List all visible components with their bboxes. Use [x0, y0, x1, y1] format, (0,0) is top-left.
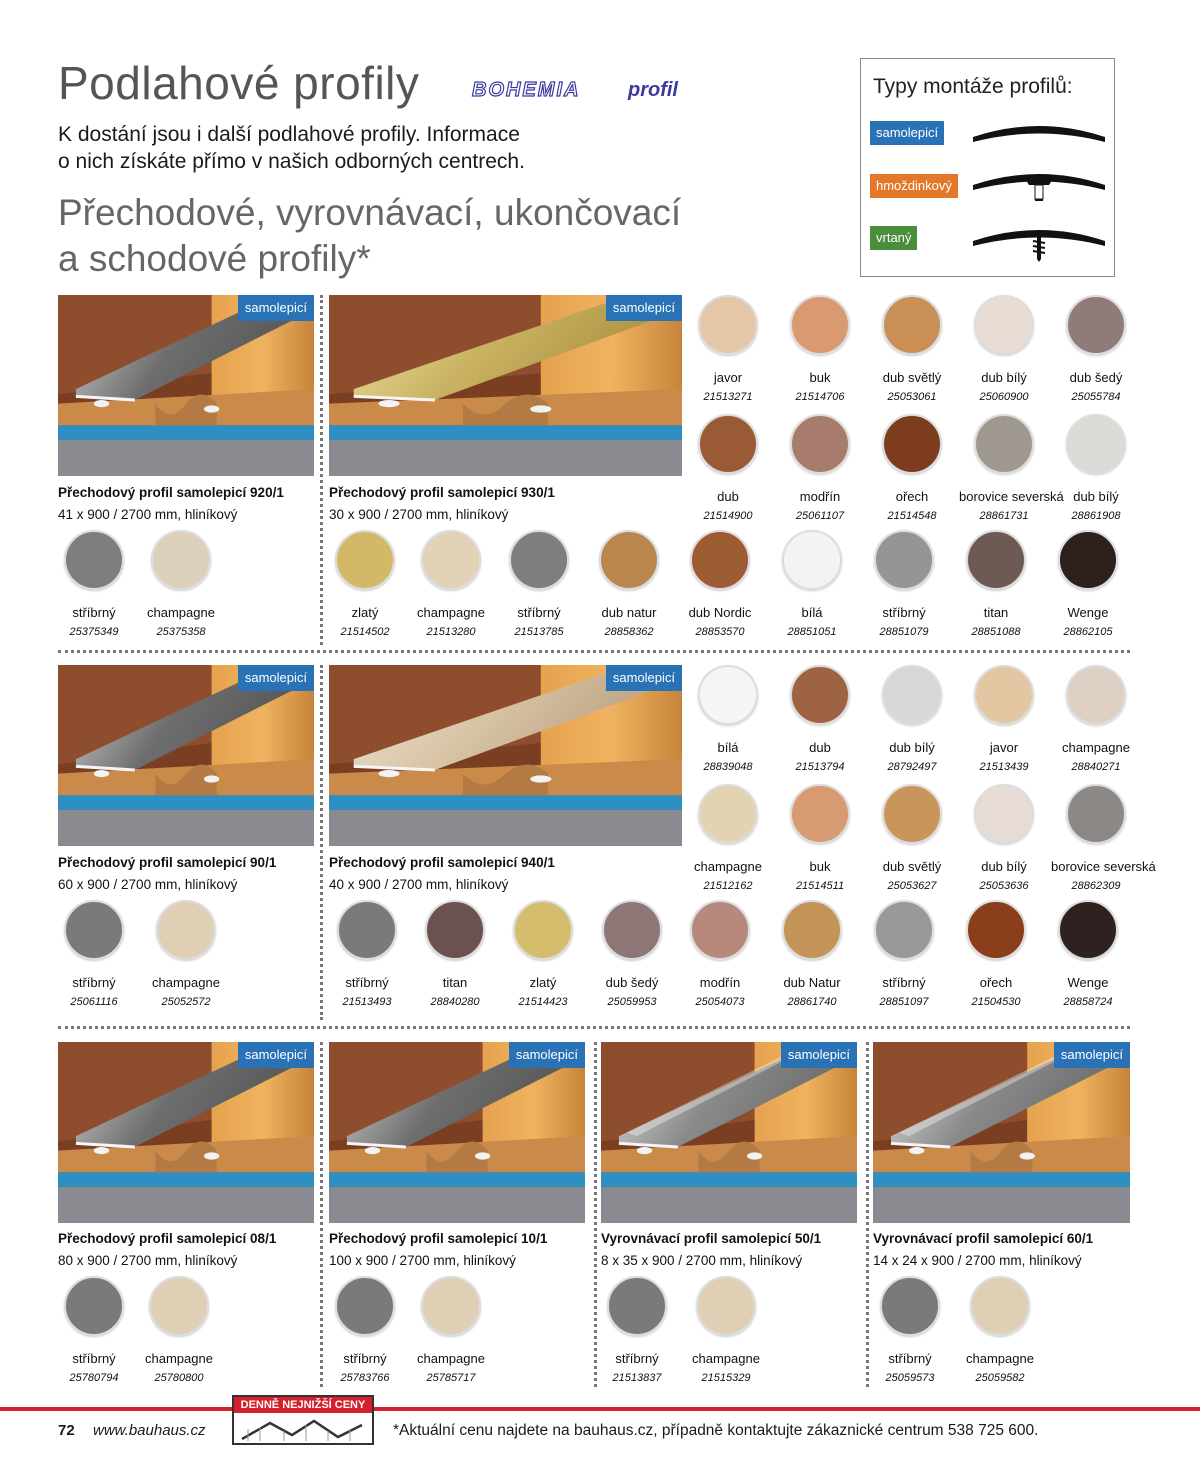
product-title: Vyrovnávací profil samolepicí 50/1 — [601, 1231, 822, 1246]
product-dimensions: 8 x 35 x 900 / 2700 mm, hliníkový — [601, 1253, 803, 1268]
color-swatch — [867, 665, 957, 773]
product-code: 28862105 — [1063, 626, 1113, 638]
lowest-price-badge — [232, 1395, 374, 1445]
color-circle — [698, 784, 758, 844]
product-code: 25059573 — [885, 1372, 935, 1384]
color-circle — [882, 295, 942, 355]
color-name: borovice severská — [959, 489, 1064, 504]
color-swatch — [775, 414, 865, 522]
color-circle — [974, 414, 1034, 474]
color-name: dub bílý — [889, 740, 935, 755]
color-circle — [882, 665, 942, 725]
color-circle — [1066, 665, 1126, 725]
color-circle — [782, 530, 842, 590]
color-name: champagne — [1062, 740, 1130, 755]
color-name: dub Natur — [783, 975, 841, 990]
subtitle-line-1: Přechodové, vyrovnávací, ukončovací — [58, 192, 682, 233]
color-name: dub šedý — [605, 975, 659, 990]
footer-line — [0, 1407, 1200, 1411]
color-circle — [966, 530, 1026, 590]
color-swatch — [683, 414, 773, 522]
color-circle — [149, 1276, 209, 1336]
self-adhesive-badge: samolepicí — [781, 1042, 857, 1068]
color-name: champagne — [147, 605, 215, 620]
color-circle — [698, 295, 758, 355]
color-name: champagne — [692, 1351, 760, 1366]
color-circle — [874, 530, 934, 590]
color-swatch — [775, 784, 865, 892]
product-code: 28851079 — [879, 626, 929, 638]
type-tag-drilled: vrtaný — [870, 226, 917, 250]
color-circle — [970, 1276, 1030, 1336]
color-name: modřín — [699, 975, 741, 990]
color-swatch — [141, 900, 231, 1008]
product-photo-4 — [329, 665, 682, 846]
product-code: 28861731 — [979, 510, 1029, 522]
color-name: dub — [717, 489, 739, 504]
color-circle — [421, 530, 481, 590]
color-name: dub — [809, 740, 831, 755]
color-circle — [790, 665, 850, 725]
color-name: dub světlý — [882, 370, 942, 385]
product-title: Přechodový profil samolepicí 08/1 — [58, 1231, 277, 1246]
color-name: dub šedý — [1069, 370, 1123, 385]
color-name: zlatý — [529, 975, 557, 990]
product-code: 28851051 — [787, 626, 837, 638]
color-name: javor — [989, 740, 1019, 755]
page-number: 72 — [58, 1422, 75, 1439]
color-name: bílá — [717, 740, 739, 755]
color-name: stříbrný — [882, 975, 926, 990]
product-code: 21514502 — [340, 626, 390, 638]
product-code: 28839048 — [703, 761, 753, 773]
product-photo-6 — [329, 1042, 585, 1223]
product-code: 21515329 — [701, 1372, 751, 1384]
color-circle — [337, 900, 397, 960]
product-code: 25061116 — [70, 996, 118, 1008]
color-circle — [698, 414, 758, 474]
color-circle — [690, 900, 750, 960]
color-circle — [513, 900, 573, 960]
self-adhesive-badge: samolepicí — [238, 665, 314, 691]
product-code: 21504530 — [971, 996, 1021, 1008]
product-code: 28861740 — [787, 996, 837, 1008]
color-name: stříbrný — [72, 1351, 116, 1366]
product-code: 25061107 — [795, 510, 845, 522]
color-circle — [974, 665, 1034, 725]
color-circle — [602, 900, 662, 960]
product-dimensions: 100 x 900 / 2700 mm, hliníkový — [329, 1253, 516, 1268]
product-code: 28792497 — [887, 761, 937, 773]
product-title: Vyrovnávací profil samolepicí 60/1 — [873, 1231, 1094, 1246]
color-swatch — [494, 530, 584, 638]
color-circle — [421, 1276, 481, 1336]
profile-dowel-icon — [969, 163, 1109, 207]
color-swatch — [865, 1276, 955, 1384]
product-dimensions: 41 x 900 / 2700 mm, hliníkový — [58, 507, 238, 522]
color-circle — [966, 900, 1026, 960]
product-code: 28861908 — [1071, 510, 1121, 522]
color-name: champagne — [417, 605, 485, 620]
color-circle — [335, 1276, 395, 1336]
color-swatch — [592, 1276, 682, 1384]
color-swatch — [867, 295, 957, 403]
product-code: 25052572 — [161, 996, 211, 1008]
type-tag-self-adhesive: samolepicí — [870, 121, 944, 145]
color-circle — [790, 784, 850, 844]
mounting-types-box — [860, 58, 1115, 277]
color-swatch — [683, 665, 773, 773]
product-code: 21514900 — [703, 510, 753, 522]
color-circle — [1058, 900, 1118, 960]
color-name: stříbrný — [345, 975, 389, 990]
product-code: 28862309 — [1071, 880, 1121, 892]
color-name: zlatý — [351, 605, 379, 620]
color-swatch — [959, 665, 1049, 773]
product-title: Přechodový profil samolepicí 10/1 — [329, 1231, 548, 1246]
color-swatch — [1051, 414, 1141, 522]
product-dimensions: 60 x 900 / 2700 mm, hliníkový — [58, 877, 238, 892]
color-circle — [1066, 784, 1126, 844]
color-name: dub bílý — [1073, 489, 1119, 504]
color-circle — [599, 530, 659, 590]
color-name: titan — [983, 605, 1009, 620]
color-name: stříbrný — [72, 975, 116, 990]
product-code: 25053061 — [887, 391, 937, 403]
product-photo-5 — [58, 1042, 314, 1223]
row-separator-2 — [58, 1026, 1130, 1029]
color-swatch — [867, 784, 957, 892]
color-circle — [790, 295, 850, 355]
product-photo-8 — [873, 1042, 1130, 1223]
intro-text — [58, 121, 618, 175]
color-swatch — [406, 1276, 496, 1384]
color-swatch — [587, 900, 677, 1008]
color-circle — [1058, 530, 1118, 590]
color-swatch — [1051, 665, 1141, 773]
color-circle — [782, 900, 842, 960]
color-name: stříbrný — [72, 605, 116, 620]
brand-logo-text-1: BOHEMIA — [472, 79, 581, 101]
self-adhesive-badge: samolepicí — [1054, 1042, 1130, 1068]
type-tag-dowel: hmoždinkový — [870, 174, 958, 198]
color-circle — [64, 530, 124, 590]
color-name: dub bílý — [981, 370, 1027, 385]
color-swatch — [859, 530, 949, 638]
color-swatch — [320, 1276, 410, 1384]
product-code: 21514511 — [795, 880, 845, 892]
color-swatch — [49, 1276, 139, 1384]
product-code: 25780800 — [154, 1372, 204, 1384]
color-swatch — [867, 414, 957, 522]
product-code: 25059953 — [607, 996, 657, 1008]
product-code: 25055784 — [1071, 391, 1121, 403]
color-circle — [156, 900, 216, 960]
brand-logo — [470, 76, 720, 102]
color-name: dub bílý — [981, 859, 1027, 874]
product-dimensions: 40 x 900 / 2700 mm, hliníkový — [329, 877, 509, 892]
color-name: ořech — [895, 489, 929, 504]
color-name: bílá — [801, 605, 823, 620]
color-name: stříbrný — [517, 605, 561, 620]
color-circle — [335, 530, 395, 590]
color-circle — [882, 784, 942, 844]
color-swatch — [406, 530, 496, 638]
color-name: champagne — [145, 1351, 213, 1366]
color-circle — [425, 900, 485, 960]
product-code: 25053636 — [979, 880, 1029, 892]
intro-line-2: o nich získáte přímo v našich odborných centrech. — [58, 150, 525, 173]
product-code: 28851088 — [971, 626, 1021, 638]
color-name: champagne — [417, 1351, 485, 1366]
color-swatch — [775, 665, 865, 773]
product-code: 28853570 — [695, 626, 745, 638]
color-swatch — [320, 530, 410, 638]
color-name: buk — [809, 370, 831, 385]
color-swatch — [951, 900, 1041, 1008]
color-circle — [698, 665, 758, 725]
color-name: dub světlý — [882, 859, 942, 874]
color-name: dub natur — [601, 605, 657, 620]
color-swatch — [136, 530, 226, 638]
color-circle — [64, 1276, 124, 1336]
color-swatch — [1043, 530, 1133, 638]
color-circle — [696, 1276, 756, 1336]
color-swatch — [410, 900, 500, 1008]
color-swatch — [959, 784, 1049, 892]
product-dimensions: 14 x 24 x 900 / 2700 mm, hliníkový — [873, 1253, 1082, 1268]
product-code: 21514423 — [518, 996, 568, 1008]
color-circle — [974, 295, 1034, 355]
product-code: 25060900 — [979, 391, 1029, 403]
color-name: stříbrný — [882, 605, 926, 620]
color-name: dub Nordic — [688, 605, 752, 620]
product-code: 25785717 — [426, 1372, 476, 1384]
color-swatch — [1051, 784, 1156, 892]
product-code: 28840280 — [430, 996, 480, 1008]
product-photo-2 — [329, 295, 682, 476]
color-circle — [1066, 414, 1126, 474]
product-code: 28840271 — [1071, 761, 1121, 773]
color-name: ořech — [979, 975, 1013, 990]
product-code: 25054073 — [695, 996, 745, 1008]
product-title: Přechodový profil samolepicí 930/1 — [329, 485, 555, 500]
color-swatch — [584, 530, 674, 638]
color-circle — [690, 530, 750, 590]
product-code: 21513271 — [703, 391, 753, 403]
color-swatch — [775, 295, 865, 403]
color-swatch — [951, 530, 1041, 638]
brand-logo-text-2: profil — [628, 79, 678, 101]
color-swatch — [683, 295, 773, 403]
color-swatch — [681, 1276, 771, 1384]
color-circle — [974, 784, 1034, 844]
product-dimensions: 30 x 900 / 2700 mm, hliníkový — [329, 507, 509, 522]
color-swatch — [959, 295, 1049, 403]
price-chart-icon — [240, 1415, 368, 1443]
color-circle — [509, 530, 569, 590]
color-swatch — [955, 1276, 1045, 1384]
product-title: Přechodový profil samolepicí 920/1 — [58, 485, 284, 500]
color-name: champagne — [152, 975, 220, 990]
product-code: 21513439 — [979, 761, 1029, 773]
product-code: 21513493 — [342, 996, 392, 1008]
website-link[interactable]: www.bauhaus.cz — [93, 1422, 206, 1439]
color-name: buk — [809, 859, 831, 874]
product-photo-1 — [58, 295, 314, 476]
product-code: 28858362 — [604, 626, 654, 638]
product-photo-3 — [58, 665, 314, 846]
product-code: 25375358 — [156, 626, 206, 638]
product-code: 25783766 — [340, 1372, 390, 1384]
product-code: 21513785 — [514, 626, 564, 638]
color-swatch — [1051, 295, 1141, 403]
self-adhesive-badge: samolepicí — [509, 1042, 585, 1068]
product-code: 28851097 — [879, 996, 929, 1008]
color-name: stříbrný — [888, 1351, 932, 1366]
color-name: javor — [713, 370, 743, 385]
product-code: 21514706 — [795, 391, 845, 403]
product-code: 21514548 — [887, 510, 937, 522]
product-code: 25059582 — [975, 1372, 1025, 1384]
color-swatch — [498, 900, 588, 1008]
color-swatch — [767, 900, 857, 1008]
self-adhesive-badge: samolepicí — [606, 665, 682, 691]
color-name: champagne — [966, 1351, 1034, 1366]
product-code: 21512162 — [703, 880, 753, 892]
color-swatch — [675, 900, 765, 1008]
color-circle — [882, 414, 942, 474]
product-code: 25780794 — [69, 1372, 119, 1384]
color-name: Wenge — [1067, 605, 1109, 620]
product-code: 21513280 — [426, 626, 476, 638]
color-circle — [874, 900, 934, 960]
color-swatch — [683, 784, 773, 892]
color-circle — [880, 1276, 940, 1336]
profile-drilled-icon — [969, 219, 1109, 263]
color-name: Wenge — [1067, 975, 1109, 990]
color-swatch — [49, 530, 139, 638]
product-photo-7 — [601, 1042, 857, 1223]
profile-self-adhesive-icon — [969, 115, 1109, 151]
color-swatch — [859, 900, 949, 1008]
footer-note: *Aktuální cenu najdete na bauhaus.cz, případně kontaktujte zákaznické centrum 538 725 600. — [393, 1422, 1039, 1439]
color-swatch — [322, 900, 412, 1008]
color-swatch — [49, 900, 139, 1008]
color-circle — [790, 414, 850, 474]
intro-line-1: K dostání jsou i další podlahové profily. Informace — [58, 123, 520, 146]
mounting-types-title: Typy montáže profilů: — [873, 75, 1073, 98]
color-swatch — [1043, 900, 1133, 1008]
color-name: borovice severská — [1051, 859, 1156, 874]
lowest-price-badge-text: DENNĚ NEJNIŽŠÍ CENY — [234, 1397, 372, 1413]
product-code: 28858724 — [1063, 996, 1113, 1008]
section-subtitle — [58, 190, 758, 282]
color-name: titan — [442, 975, 468, 990]
self-adhesive-badge: samolepicí — [238, 295, 314, 321]
product-dimensions: 80 x 900 / 2700 mm, hliníkový — [58, 1253, 238, 1268]
color-swatch — [134, 1276, 224, 1384]
color-name: stříbrný — [615, 1351, 659, 1366]
color-name: modřín — [799, 489, 841, 504]
color-circle — [64, 900, 124, 960]
self-adhesive-badge: samolepicí — [238, 1042, 314, 1068]
color-name: champagne — [694, 859, 762, 874]
product-code: 25375349 — [69, 626, 119, 638]
self-adhesive-badge: samolepicí — [606, 295, 682, 321]
color-circle — [607, 1276, 667, 1336]
color-swatch — [767, 530, 857, 638]
subtitle-line-2: a schodové profily* — [58, 238, 371, 279]
color-circle — [1066, 295, 1126, 355]
product-title: Přechodový profil samolepicí 940/1 — [329, 855, 555, 870]
color-swatch — [675, 530, 765, 638]
product-code: 25053627 — [887, 880, 937, 892]
product-code: 21513794 — [795, 761, 845, 773]
product-title: Přechodový profil samolepicí 90/1 — [58, 855, 277, 870]
color-name: stříbrný — [343, 1351, 387, 1366]
page-title: Podlahové profily — [58, 57, 420, 109]
row-separator-1 — [58, 650, 1130, 653]
color-swatch — [959, 414, 1064, 522]
color-circle — [151, 530, 211, 590]
product-code: 21513837 — [612, 1372, 662, 1384]
